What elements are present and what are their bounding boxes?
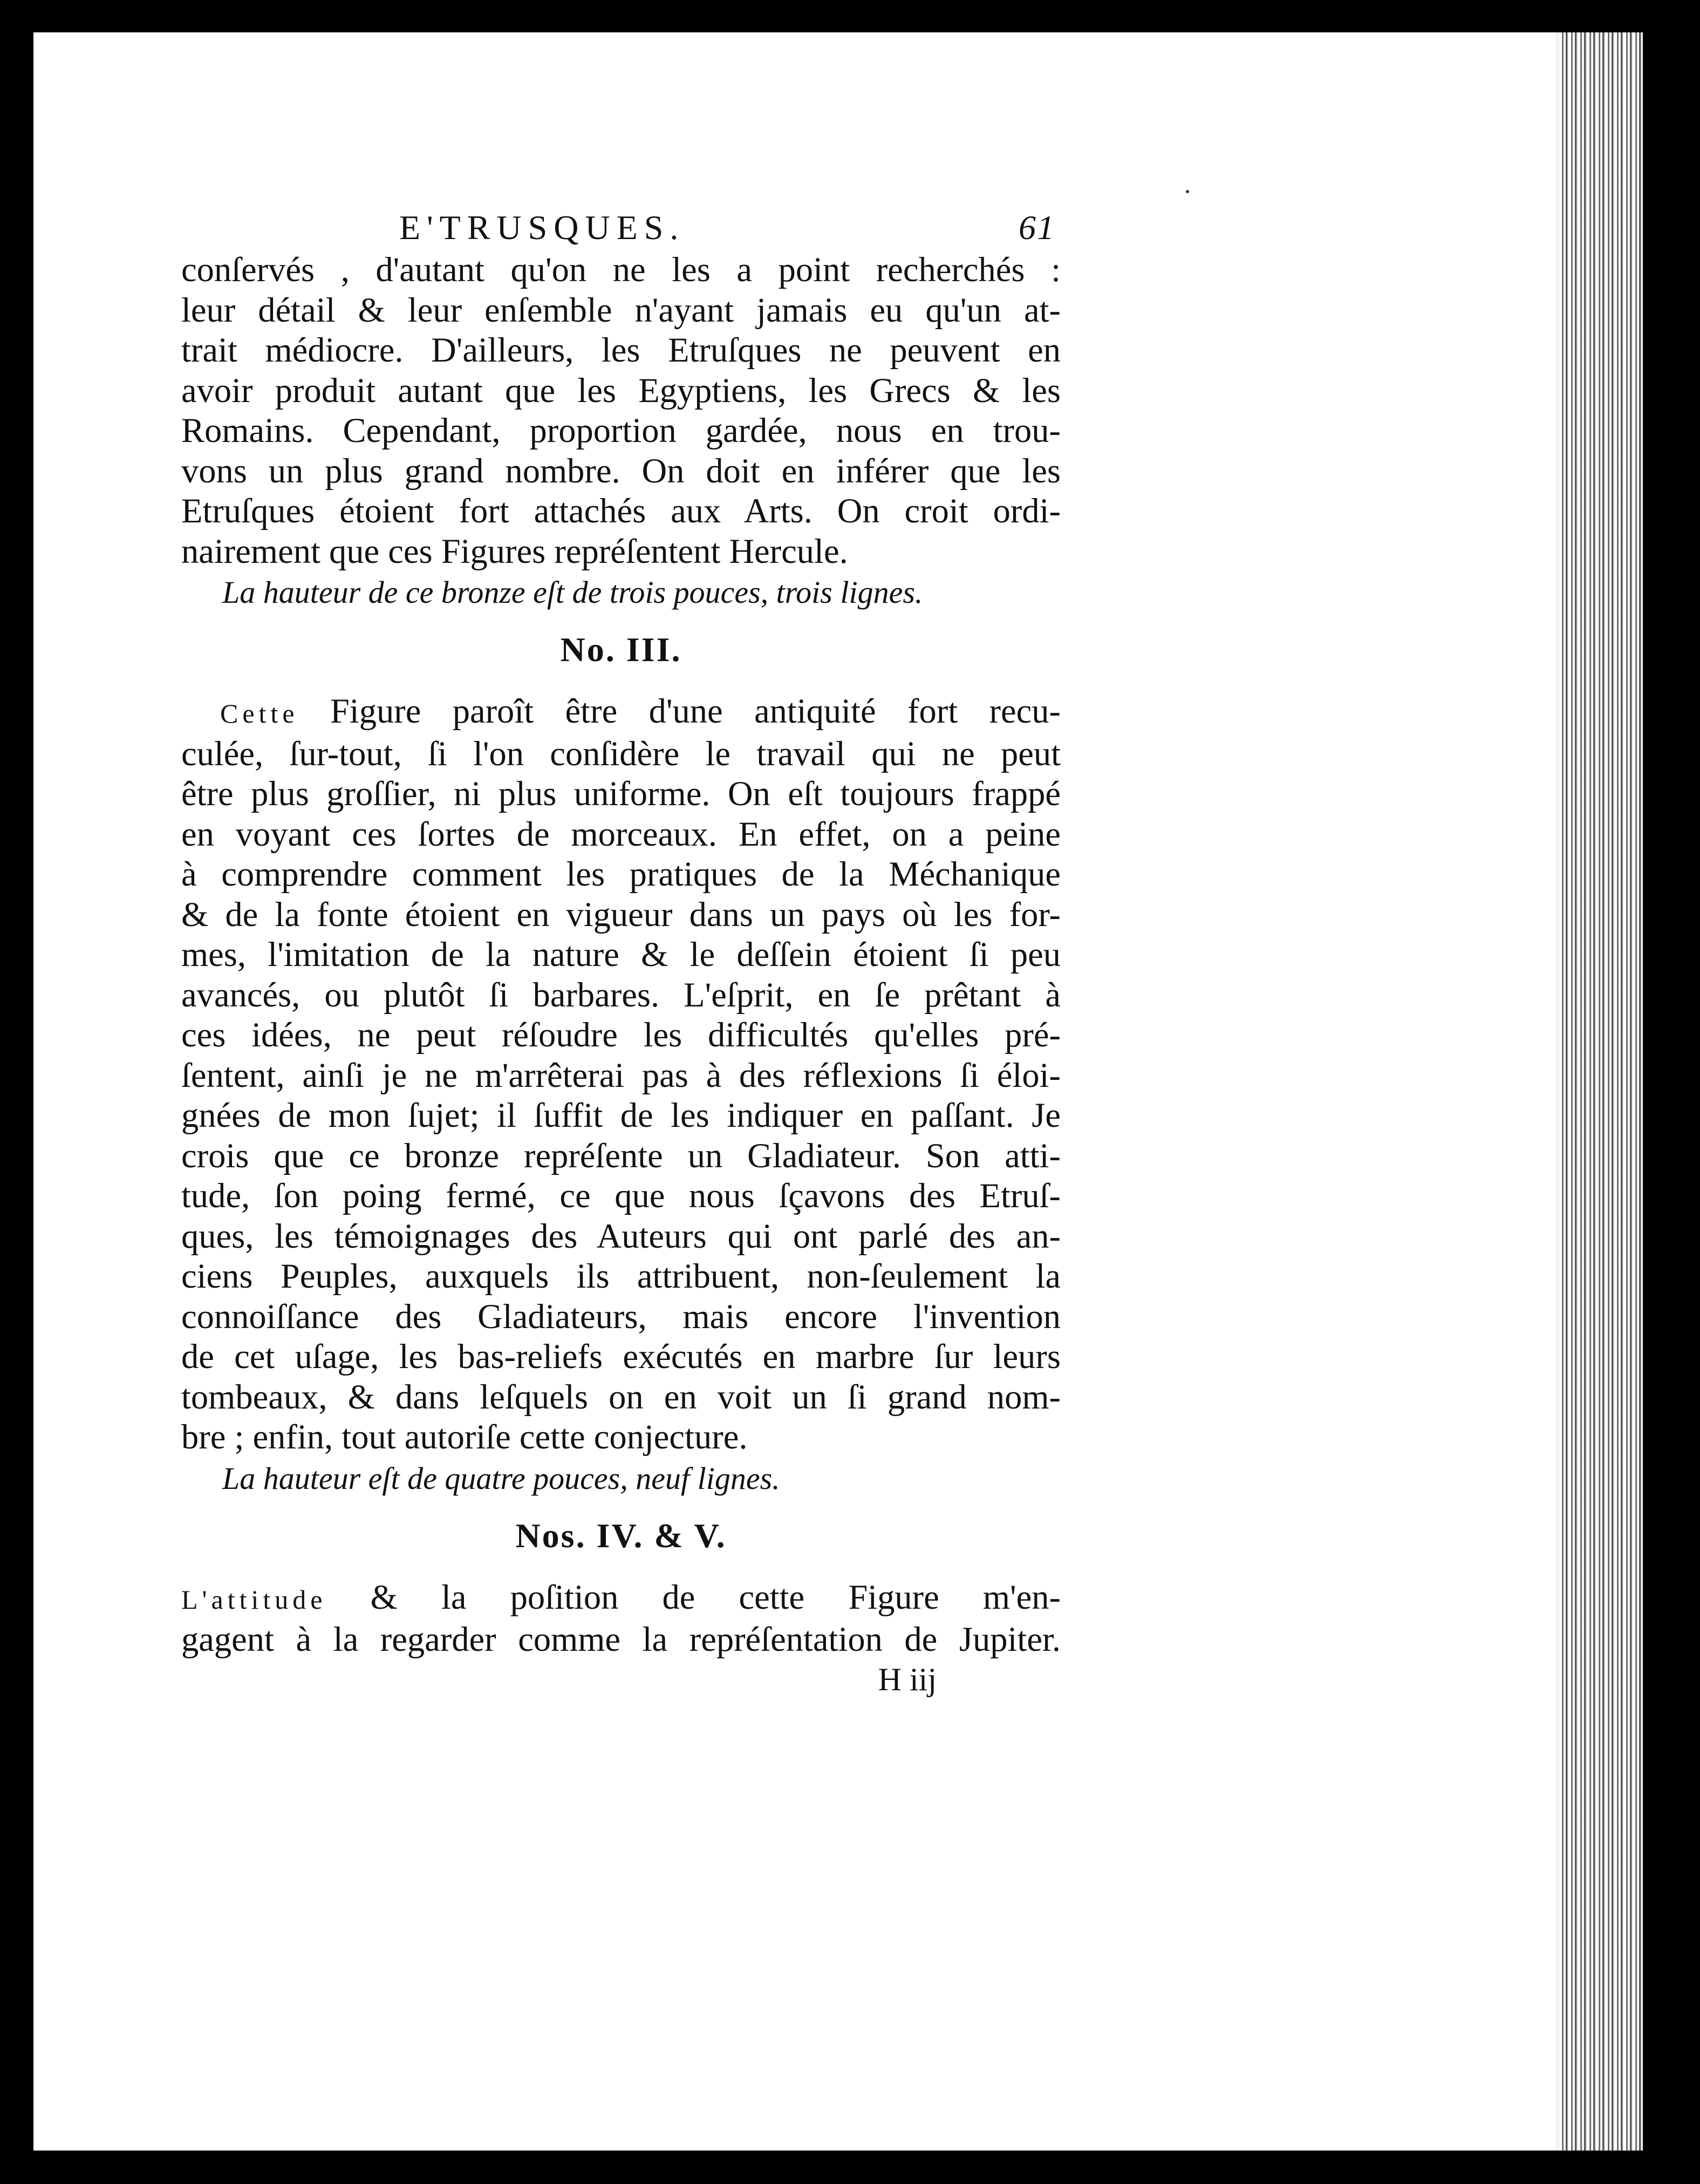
text-line: de cet uſage, les bas-reliefs exécutés en marbre ſur leurs — [181, 1337, 1061, 1376]
height-note-2: La hauteur eſt de quatre pouces, neuf lignes. — [222, 1460, 780, 1496]
text-line: en voyant ces ſortes de morceaux. En effet, on a peine — [181, 814, 1061, 853]
text-line: & de la fonte étoient en vigueur dans un pays où les for- — [181, 895, 1061, 934]
text-line: tombeaux, & dans leſquels on en voit un ſi grand nom- — [181, 1377, 1061, 1416]
text-line: crois que ce bronze repréſente un Gladiateur. Son atti- — [181, 1136, 1061, 1175]
ink-speck — [1186, 190, 1189, 193]
text-line: tude, ſon poing fermé, ce que nous ſçavons des Etruſ- — [181, 1176, 1061, 1215]
text-line: nairement que ces Figures repréſentent Hercule. — [181, 532, 848, 570]
text-line: connoiſſance des Gladiateurs, mais encore l'invention — [181, 1297, 1061, 1336]
text-line-rest: & la poſition de cette Figure m'en- — [370, 1577, 1061, 1616]
page-number: 61 — [1019, 208, 1055, 247]
text-line: avoir produit autant que les Egyptiens, les Grecs & les — [181, 371, 1061, 410]
text-line: ciens Peuples, auxquels ils attribuent, non-ſeulement la — [181, 1257, 1061, 1295]
text-line: culée, ſur-tout, ſi l'on conſidère le travail qui ne peut — [181, 734, 1061, 773]
text-line: ſentent, ainſi je ne m'arrêterai pas à des réflexions ſi éloi- — [181, 1056, 1061, 1094]
text-line: mes, l'imitation de la nature & le deſſein étoient ſi peu — [181, 935, 1061, 974]
lead-word: L'attitude — [181, 1584, 327, 1615]
text-line: être plus groſſier, ni plus uniforme. On eſt toujours frappé — [181, 774, 1061, 813]
text-line: leur détail & leur enſemble n'ayant jamais eu qu'un at- — [181, 290, 1061, 329]
text-line — [181, 691, 1061, 734]
text-line: conſervés , d'autant qu'on ne les a point recherchés : — [181, 250, 1061, 289]
text-line: bre ; enfin, tout autoriſe cette conjecture. — [181, 1418, 748, 1456]
text-line: trait médiocre. D'ailleurs, les Etruſques ne peuvent en — [181, 331, 1061, 369]
height-note-1: La hauteur de ce bronze eſt de trois pouces, trois lignes. — [222, 575, 923, 610]
text-line: gagent à la regarder comme la repréſentation de Jupiter. — [181, 1620, 1061, 1658]
text-line: Romains. Cependant, proportion gardée, nous en trou- — [181, 411, 1061, 450]
text-line-rest: Figure paroît être d'une antiquité fort recu- — [330, 692, 1061, 730]
text-line: gnées de mon ſujet; il ſuffit de les indiquer en paſſant. Je — [181, 1096, 1061, 1134]
lead-word: Cette — [220, 698, 299, 729]
section-heading-nos-iv-v: Nos. IV. & V. — [515, 1516, 727, 1555]
paragraph-no-iii — [181, 691, 1061, 1458]
text-line: ques, les témoignages des Auteurs qui ont parlé des an- — [181, 1216, 1061, 1255]
page-text — [181, 208, 1061, 1699]
running-title: E'TRUSQUES. — [399, 208, 685, 247]
text-line: Etruſques étoient fort attachés aux Arts. On croit ordi- — [181, 492, 1061, 530]
paragraph-continued — [181, 250, 1061, 571]
text-line: vons un plus grand nombre. On doit en inférer que les — [181, 451, 1061, 490]
text-line: ces idées, ne peut réſoudre les difficultés qu'elles pré- — [181, 1016, 1061, 1054]
text-line — [181, 1577, 1061, 1620]
text-line: avancés, ou plutôt ſi barbares. L'eſprit, en ſe prêtant à — [181, 975, 1061, 1014]
running-head — [181, 208, 1061, 250]
stacked-page-edges — [1559, 32, 1643, 2151]
section-heading-no-iii: No. III. — [560, 630, 682, 669]
paragraph-nos-iv-v — [181, 1577, 1061, 1660]
text-line: à comprendre comment les pratiques de la Méchanique — [181, 855, 1061, 893]
signature-mark: H iij — [878, 1661, 937, 1697]
